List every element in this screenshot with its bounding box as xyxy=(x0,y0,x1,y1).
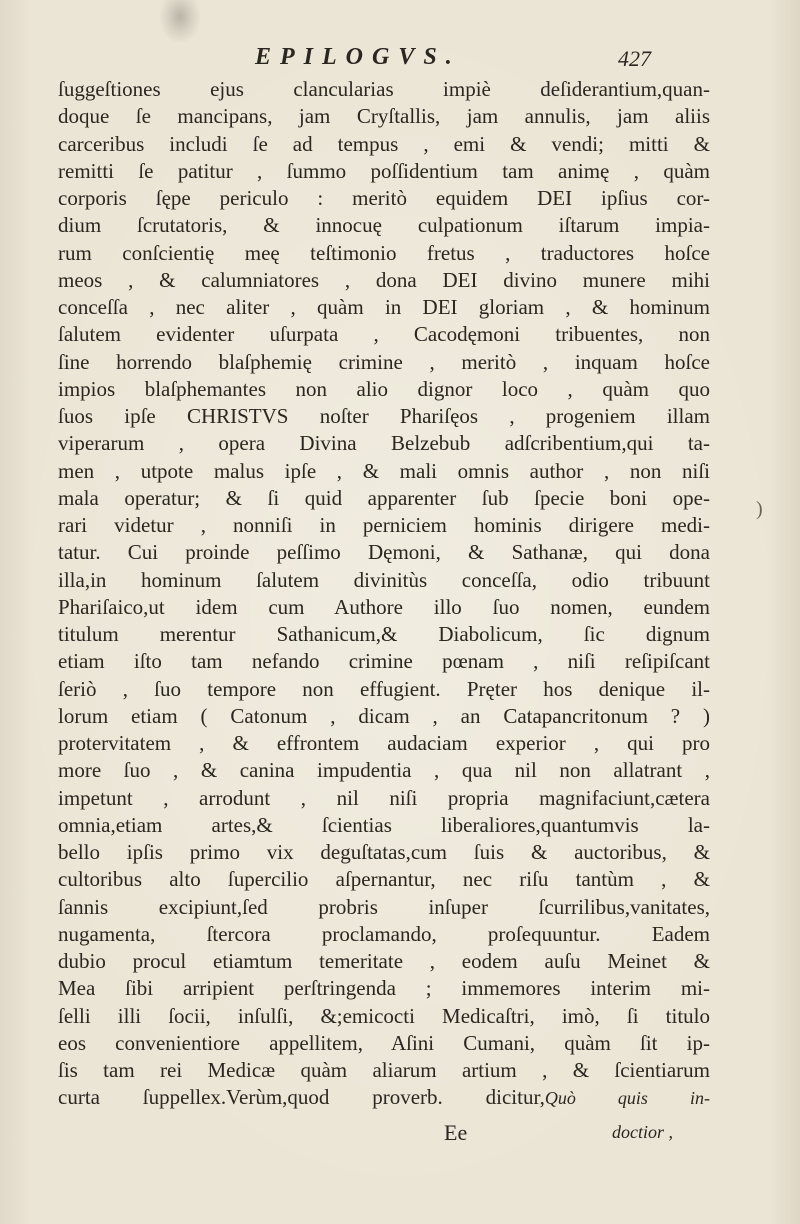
margin-bracket-mark: ) xyxy=(756,498,763,520)
text-line: titulum merentur Sathanicum,& Diabolicum, ſic dignum xyxy=(58,622,710,646)
text-line: illa,in hominum ſalutem divinitùs conceſſa, odio tribuunt xyxy=(58,567,710,592)
text-line: cultoribus alto ſupercilio aſpernantur, nec riſu tantùm , & xyxy=(58,867,710,892)
text-line: conceſſa , nec aliter , quàm in DEI gloriam , & hominum xyxy=(58,295,710,319)
page-number: 427 xyxy=(618,46,651,71)
text-line: ſalutem evidenter uſurpata , Cacodęmoni tribuentes, non xyxy=(58,322,710,347)
ink-smudge xyxy=(160,0,200,42)
text-line: viperarum , opera Divina Belzebub adſcribentium,qui ta- xyxy=(58,431,710,456)
running-title: EPILOGVS. xyxy=(255,44,461,70)
running-head xyxy=(0,44,800,78)
text-line: etiam iſto tam nefando crimine pœnam , niſi reſipiſcant xyxy=(58,649,710,674)
text-line: rum conſcientię meę teſtimonio fretus , traductores hoſce xyxy=(58,240,710,265)
text-line: omnia,etiam artes,& ſcientias liberaliores,quantumvis la- xyxy=(58,812,710,837)
catchword: doctior , xyxy=(612,1122,673,1142)
text-line: dium ſcrutatoris, & innocuę culpationum iſtarum impia- xyxy=(58,213,710,238)
text-line: ſuggeſtiones ejus clancularias impiè deſiderantium,quan- xyxy=(58,77,710,101)
text-line: Phariſaico,ut idem cum Authore illo ſuo nomen, eundem xyxy=(58,594,710,619)
text-line: ſelli illi ſocii, inſulſi, &;emicocti Medicaſtri, imò, ſi titulo xyxy=(58,1003,710,1028)
text-line-last-main: curta ſuppellex.Verùm,quod proverb. dicitur, xyxy=(58,1085,545,1110)
text-line: dubio procul etiamtum temeritate , eodem auſu Meinet & xyxy=(58,949,710,973)
text-line: mala operatur; & ſi quid apparenter ſub ſpecie boni ope- xyxy=(58,485,710,510)
text-line: remitti ſe patitur , ſummo poſſidentium tam animę , quàm xyxy=(58,158,710,183)
text-line: protervitatem , & effrontem audaciam experior , qui pro xyxy=(58,731,710,755)
text-line: bello ipſis primo vix deguſtatas,cum ſuis & auctoribus, & xyxy=(58,840,710,864)
text-line: Mea ſibi arripient perſtringenda ; immemores interim mi- xyxy=(58,976,710,1001)
body-text xyxy=(58,76,710,1112)
text-line: ſeriò , ſuo tempore non effugient. Pręter hos denique il- xyxy=(58,676,710,701)
footer-catchwords xyxy=(0,1120,800,1150)
text-line: ſuos ipſe CHRISTVS noſter Phariſęos , progeniem illam xyxy=(58,404,710,428)
text-line: ſine horrendo blaſphemię crimine , meritò , inquam hoſce xyxy=(58,349,710,374)
text-line-last-italic: Quò quis in- xyxy=(544,1088,711,1109)
text-line: ſannis excipiunt,ſed probris inſuper ſcurrilibus,vanitates, xyxy=(58,894,710,919)
text-line: carceribus includi ſe ad tempus , emi & vendi; mitti & xyxy=(58,131,710,156)
text-line: impetunt , arrodunt , nil niſi propria magnifaciunt,cætera xyxy=(58,785,710,810)
text-line: corporis ſępe periculo : meritò equidem DEI ipſius cor- xyxy=(58,186,710,210)
text-line: nugamenta, ſtercora proclamando, proſequuntur. Eadem xyxy=(58,921,710,946)
text-line: men , utpote malus ipſe , & mali omnis author , non niſi xyxy=(58,458,710,483)
text-line: rari videtur , nonniſi in perniciem hominis dirigere medi- xyxy=(58,513,710,537)
text-line: impios blaſphemantes non alio dignor loco , quàm quo xyxy=(58,376,710,401)
text-line-last xyxy=(58,1084,710,1111)
text-line: doque ſe mancipans, jam Cryſtallis, jam annulis, jam aliis xyxy=(58,104,710,129)
signature-mark: Ee xyxy=(444,1120,468,1145)
text-line: tatur. Cui proinde peſſimo Dęmoni, & Sathanæ, qui dona xyxy=(58,540,710,565)
text-line: ſis tam rei Medicæ quàm aliarum artium , & ſcientiarum xyxy=(58,1058,710,1082)
text-line: eos convenientiore appellitem, Aſini Cumani, quàm ſit ip- xyxy=(58,1030,710,1055)
text-line: lorum etiam ( Catonum , dicam , an Catapancritonum ? ) xyxy=(58,703,710,728)
text-line: more ſuo , & canina impudentia , qua nil non allatrant , xyxy=(58,758,710,783)
text-line: meos , & calumniatores , dona DEI divino munere mihi xyxy=(58,267,710,292)
